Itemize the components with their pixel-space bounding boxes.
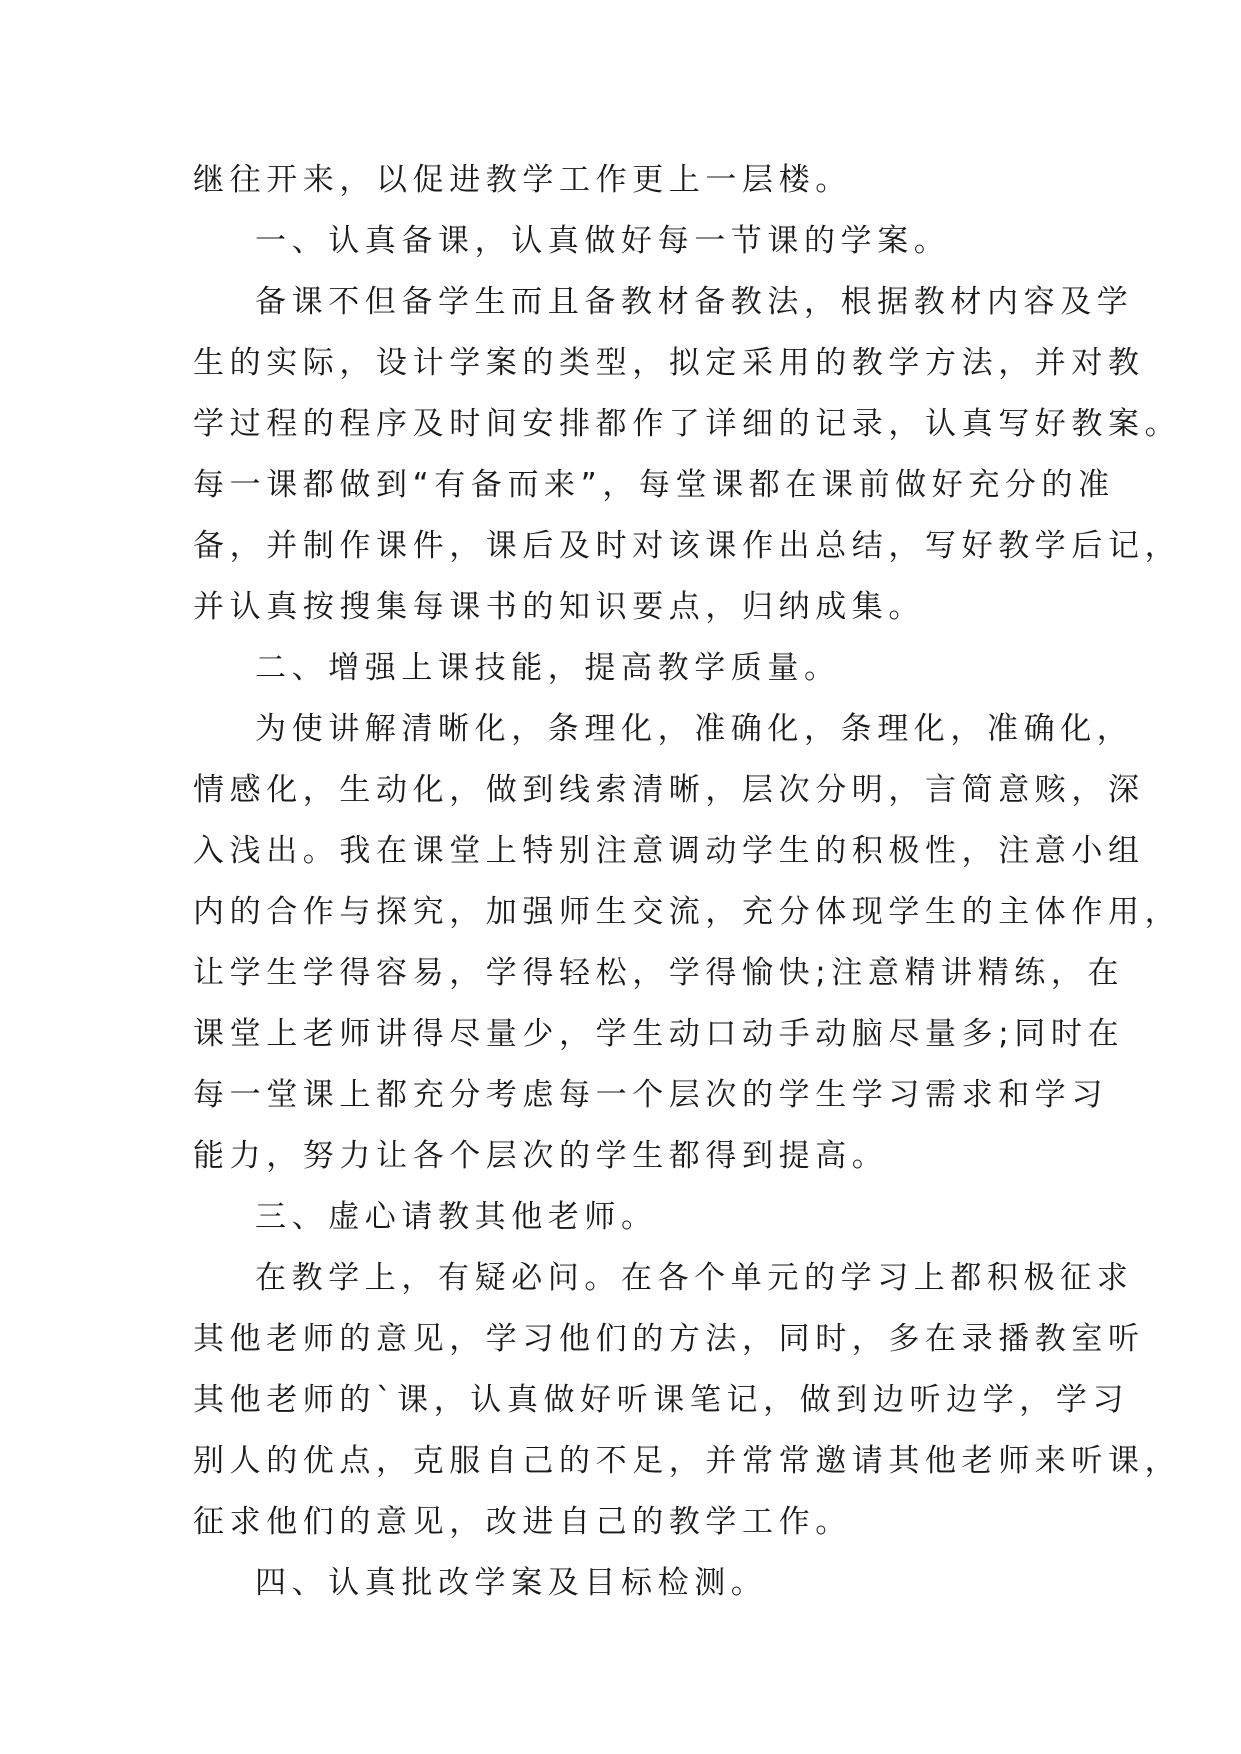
body-line: 继往开来，以促进教学工作更上一层楼。 <box>193 162 852 198</box>
body-line: 学过程的程序及时间安排都作了详细的记录，认真写好教案。 <box>193 406 1182 442</box>
document-body <box>193 150 1182 1614</box>
paragraph-start: 为使讲解清晰化，条理化，准确化，条理化，准确化， <box>255 711 1134 747</box>
body-line: 生的实际，设计学案的类型，拟定采用的教学方法，并对教 <box>193 345 1145 381</box>
body-line: 课堂上老师讲得尽量少，学生动口动手动脑尽量多;同时在 <box>193 1016 1125 1052</box>
body-line: 情感化，生动化，做到线索清晰，层次分明，言简意赅，深 <box>193 772 1145 808</box>
body-line: 能力，努力让各个层次的学生都得到提高。 <box>193 1138 889 1174</box>
section-heading-1: 一、认真备课，认真做好每一节课的学案。 <box>255 223 951 259</box>
body-line: 让学生学得容易，学得轻松，学得愉快;注意精讲精练，在 <box>193 955 1125 991</box>
body-line: 征求他们的意见，改进自己的教学工作。 <box>193 1504 852 1540</box>
section-heading-2: 二、增强上课技能，提高教学质量。 <box>255 650 841 686</box>
body-line: 其他老师的`课，认真做好听课笔记，做到边听边学，学习 <box>193 1382 1130 1418</box>
paragraph-start: 备课不但备学生而且备教材备教法，根据教材内容及学 <box>255 284 1134 320</box>
body-line: 每一堂课上都充分考虑每一个层次的学生学习需求和学习 <box>193 1077 1108 1113</box>
body-line: 其他老师的意见，学习他们的方法，同时，多在录播教室听 <box>193 1321 1145 1357</box>
body-line: 别人的优点，克服自己的不足，并常常邀请其他老师来听课， <box>193 1443 1182 1479</box>
paragraph-start: 在教学上，有疑必问。在各个单元的学习上都积极征求 <box>255 1260 1134 1296</box>
body-line: 入浅出。我在课堂上特别注意调动学生的积极性，注意小组 <box>193 833 1145 869</box>
body-line: 内的合作与探究，加强师生交流，充分体现学生的主体作用， <box>193 894 1182 930</box>
body-line: 备，并制作课件，课后及时对该课作出总结，写好教学后记， <box>193 528 1182 564</box>
section-heading-3: 三、虚心请教其他老师。 <box>255 1199 658 1235</box>
body-line: 并认真按搜集每课书的知识要点，归纳成集。 <box>193 589 925 625</box>
section-heading-4: 四、认真批改学案及目标检测。 <box>255 1565 768 1601</box>
body-line: 每一课都做到“有备而来”，每堂课都在课前做好充分的准 <box>193 467 1115 503</box>
